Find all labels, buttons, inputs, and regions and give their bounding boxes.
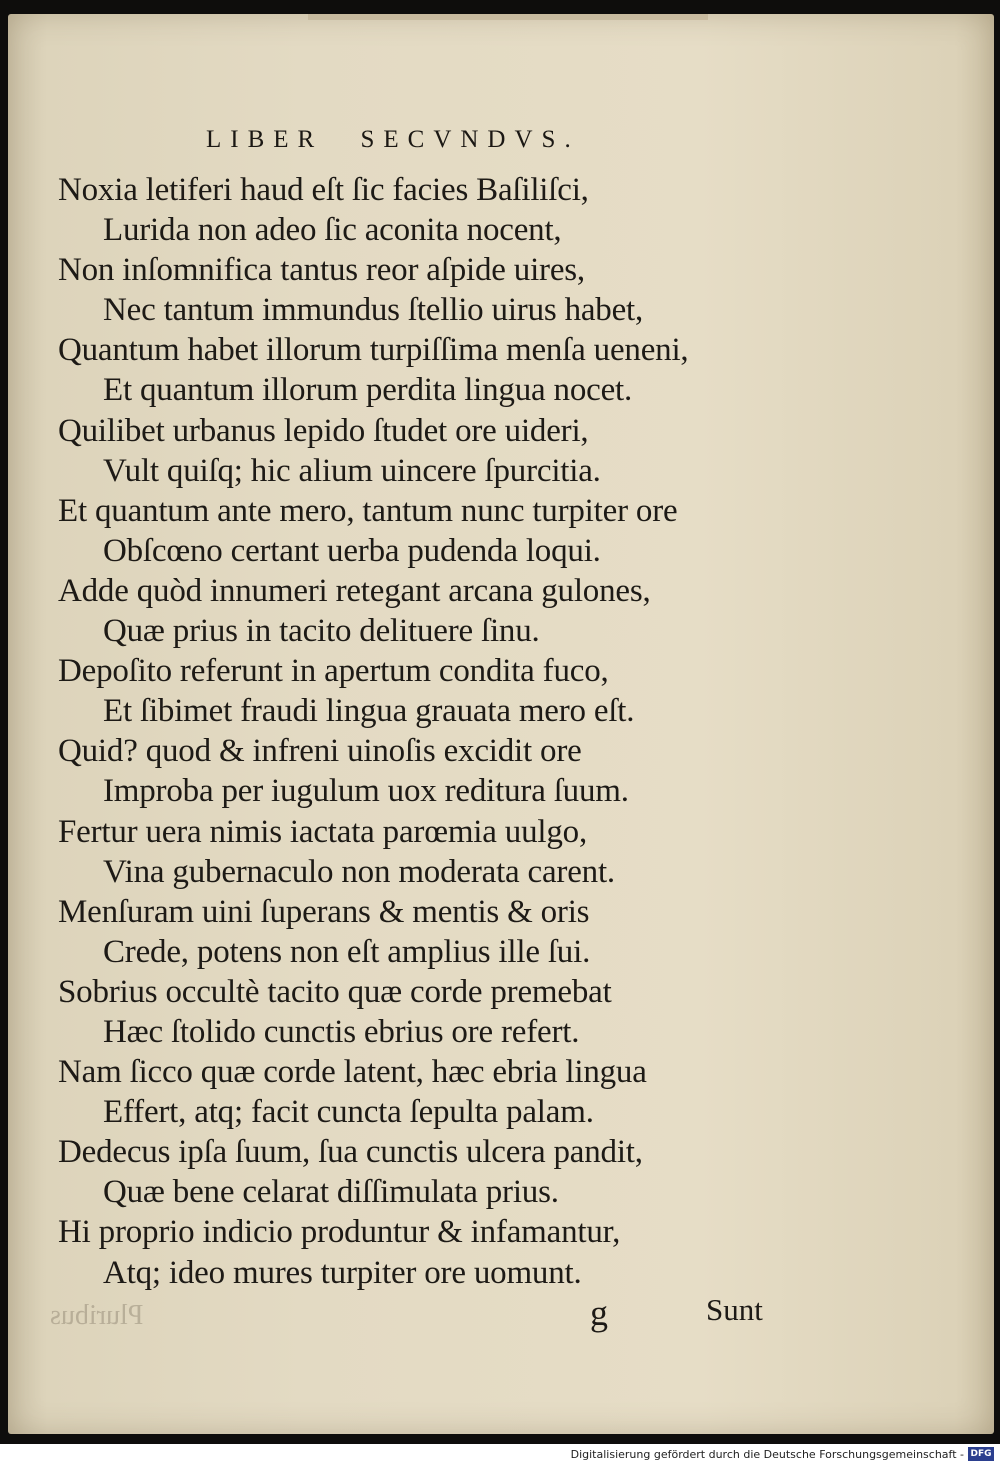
- verse-line: Dedecus ipſa ſuum, ſua cunctis ulcera pandit,: [58, 1134, 643, 1171]
- verse-line: Quæ bene celarat diſſimulata prius.: [103, 1174, 559, 1211]
- verse-line: Quid? quod & infreni uinoſis excidit ore: [58, 733, 582, 770]
- catchword: Sunt: [706, 1292, 763, 1327]
- verse-line: Depoſito referunt in apertum condita fuco,: [58, 653, 609, 690]
- verse-line: Vina gubernaculo non moderata carent.: [103, 853, 615, 890]
- verse-line: Sobrius occultè tacito quæ corde premebat: [58, 973, 612, 1010]
- verse-line: Non inſomnifica tantus reor aſpide uires,: [58, 252, 585, 289]
- verse-line: Crede, potens non eſt amplius ille ſui.: [103, 933, 591, 970]
- verse-line: Nec tantum immundus ſtellio uirus habet,: [103, 292, 644, 329]
- verse-line: Fertur uera nimis iactata parœmia uulgo,: [58, 813, 587, 850]
- verse-line: Quæ prius in tacito delituere ſinu.: [103, 613, 540, 650]
- verse-line: Lurida non adeo ſic aconita nocent,: [103, 212, 562, 249]
- verse-line: Hæc ſtolido cunctis ebrius ore refert.: [103, 1013, 580, 1050]
- dfg-logo-icon: DFG: [968, 1447, 994, 1461]
- book-page: [8, 14, 994, 1434]
- funding-credit: Digitalisierung gefördert durch die Deutsche Forschungsgemeinschaft -: [570, 1448, 964, 1461]
- verse-line: Et quantum ante mero, tantum nunc turpiter ore: [58, 492, 678, 529]
- page-edge-shadow: [308, 14, 708, 20]
- verse-line: Quantum habet illorum turpiſſima menſa ueneni,: [58, 332, 689, 369]
- verse-line: Menſuram uini ſuperans & mentis & oris: [58, 893, 590, 930]
- verse-line: Et quantum illorum perdita lingua nocet.: [103, 372, 633, 409]
- verse-line: Atq; ideo mures turpiter ore uomunt.: [103, 1254, 582, 1291]
- verse-block: [58, 170, 818, 1293]
- verse-line: Nam ſicco quæ corde latent, hæc ebria lingua: [58, 1054, 647, 1091]
- running-head-word: LIBER: [206, 126, 324, 153]
- verse-line: Quilibet urbanus lepido ſtudet ore uideri,: [58, 412, 589, 449]
- verse-line: Adde quòd innumeri retegant arcana gulones,: [58, 572, 651, 609]
- footer-bar: [0, 1444, 1000, 1466]
- signature-mark: g: [590, 1293, 608, 1333]
- verse-line: Vult quiſq; hic alium uincere ſpurcitia.: [103, 452, 601, 489]
- verse-line: Effert, atq; facit cuncta ſepulta palam.: [103, 1094, 594, 1131]
- verse-line: Hi proprio indicio produntur & infamantur,: [58, 1214, 621, 1251]
- verse-line: Improba per iugulum uox reditura ſuum.: [103, 773, 629, 810]
- running-head-word: SECVNDVS.: [360, 126, 580, 153]
- verse-line: Obſcœno certant uerba pudenda loqui.: [103, 532, 601, 569]
- running-head: [8, 126, 994, 154]
- verse-line: Noxia letiferi haud eſt ſic facies Baſiliſci,: [58, 172, 589, 208]
- show-through-text: Pluribus: [50, 1300, 144, 1331]
- verse-line: Et ſibimet fraudi lingua grauata mero eſt.: [103, 693, 635, 730]
